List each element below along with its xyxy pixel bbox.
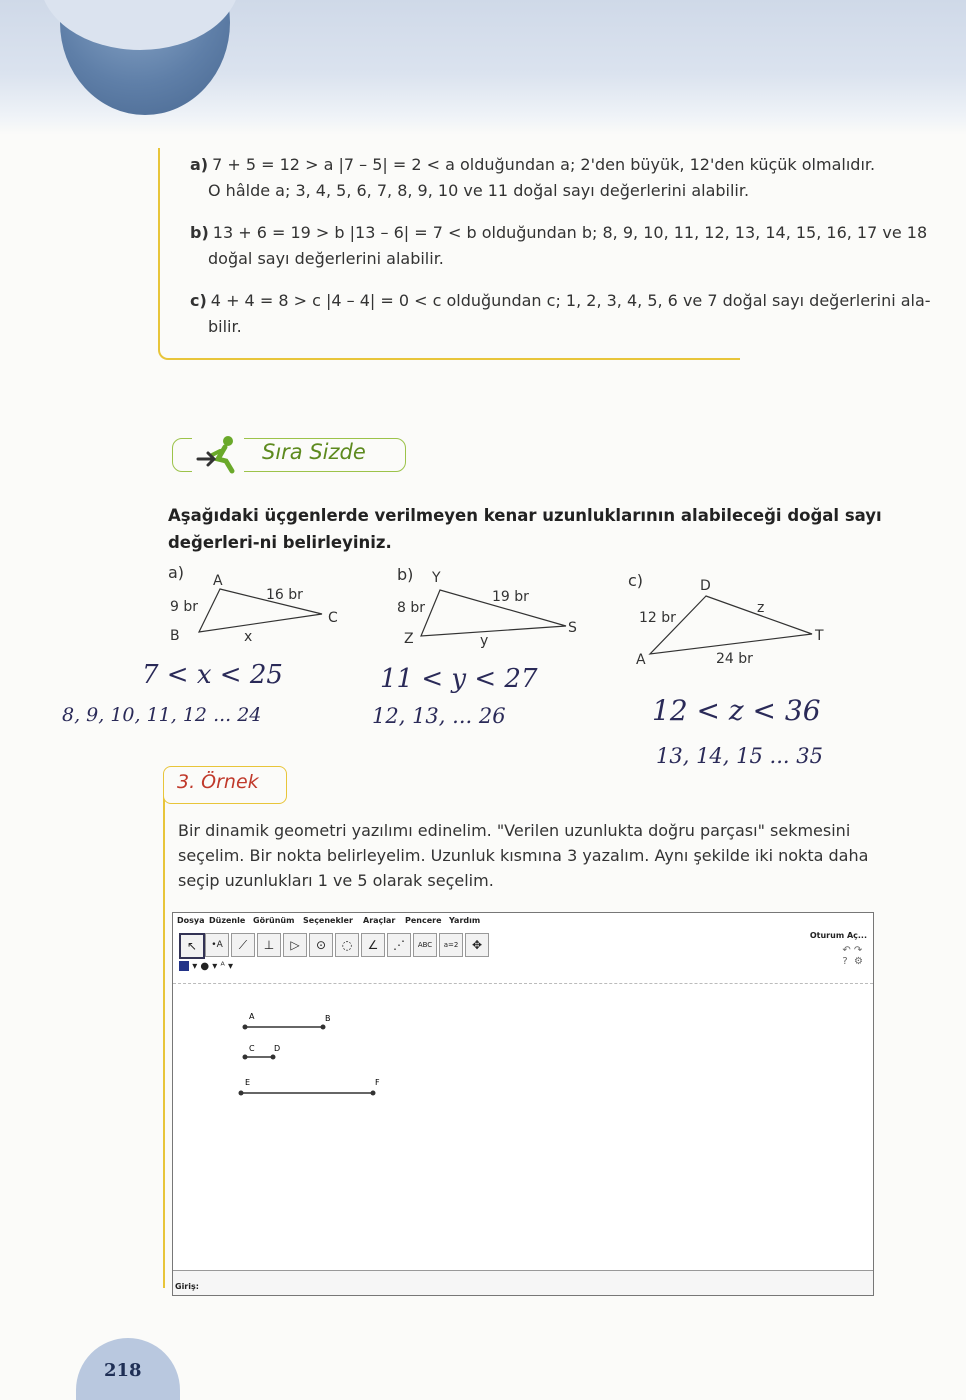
solution-a-line2: O hâlde a; 3, 4, 5, 6, 7, 8, 9, 10 ve 11 doğal sayı değerlerini alabilir. (208, 181, 750, 200)
menu-dosya[interactable]: Dosya (177, 916, 205, 925)
handwriting-b-values: 12, 13, ... 26 (372, 704, 506, 728)
point-a-label: A (249, 1012, 255, 1021)
conic-tool-button[interactable]: ◌ (335, 933, 359, 957)
point-c-label: C (249, 1044, 255, 1053)
angle-tool-button[interactable]: ∠ (361, 933, 385, 957)
point-tool-button[interactable]: •A (205, 933, 229, 957)
triangle-c-label: c) (628, 571, 644, 590)
triangle-b-vertex-z: Z (404, 631, 414, 647)
solution-a-label: a) (190, 155, 209, 174)
graphics-canvas[interactable] (173, 985, 873, 1265)
style-bar (179, 961, 233, 972)
login-link[interactable]: Oturum Aç... (809, 931, 867, 940)
menu-bar (173, 913, 873, 929)
point-e-label: E (245, 1078, 251, 1087)
solution-b-line2: doğal sayı değerlerini alabilir. (208, 249, 444, 268)
solution-b-label: b) (190, 223, 209, 242)
triangle-a (199, 589, 322, 632)
color-swatch-icon[interactable] (179, 961, 189, 971)
point-d[interactable] (271, 1055, 276, 1060)
solution-b-line1: 13 + 6 = 19 > b |13 – 6| = 7 < b olduğundan b; 8, 9, 10, 11, 12, 13, 14, 15, 16, 17 ve 18 (212, 223, 928, 242)
menu-duzenle[interactable]: Düzenle (209, 916, 246, 925)
menu-araclar[interactable]: Araçlar (363, 916, 396, 925)
handwriting-c-values: 13, 14, 15 ... 35 (656, 744, 823, 768)
point-a[interactable] (243, 1025, 248, 1030)
triangle-a-side2: 16 br (266, 587, 303, 603)
triangle-a-vertex-a: A (213, 573, 223, 589)
chevron-down-icon[interactable]: ▾ ● ▾ ᴬ ▾ (192, 961, 233, 972)
input-label: Giriş: (175, 1282, 199, 1291)
point-b-label: B (325, 1014, 331, 1023)
line-tool-button[interactable]: ⟋ (231, 933, 255, 957)
polygon-tool-button[interactable]: ▷ (283, 933, 307, 957)
undo-redo-controls[interactable]: ↶ ↷ ? ⚙ (842, 945, 863, 967)
circle-tool-button[interactable]: ⊙ (309, 933, 333, 957)
triangle-a-vertex-c: C (328, 610, 338, 626)
reflect-tool-button[interactable]: ⋰ (387, 933, 411, 957)
triangle-c-vertex-a: A (636, 652, 646, 668)
point-f[interactable] (371, 1091, 376, 1096)
sira-sizde-title: Sıra Sizde (262, 440, 366, 464)
triangle-c-side1: 12 br (639, 610, 676, 626)
point-c[interactable] (243, 1055, 248, 1060)
menu-pencere[interactable]: Pencere (405, 916, 442, 925)
handwriting-b-inequality: 11 < y < 27 (380, 664, 538, 694)
solution-a-line1: 7 + 5 = 12 > a |7 – 5| = 2 < a olduğundan a; 2'den büyük, 12'den küçük olmalıdır. (212, 155, 876, 174)
task-text: Aşağıdaki üçgenlerde verilmeyen kenar uzunluklarının alabileceği doğal sayı değerleri-ni belirleyiniz. (168, 506, 882, 552)
triangle-b-label: b) (397, 565, 414, 584)
triangle-c-unknown: z (757, 600, 765, 616)
page-number: 218 (104, 1360, 142, 1381)
handwriting-a-inequality: 7 < x < 25 (142, 660, 283, 690)
slider-tool-button[interactable]: a=2 (439, 933, 463, 957)
solution-c-line1: 4 + 4 = 8 > c |4 – 4| = 0 < c olduğundan c; 1, 2, 3, 4, 5, 6 ve 7 doğal sayı değerlerini ala- (210, 291, 931, 310)
geometry-app-window (172, 912, 874, 1296)
text-tool-button[interactable]: ABC (413, 933, 437, 957)
solution-c-label: c) (190, 291, 207, 310)
triangle-a-label: a) (168, 563, 185, 582)
triangle-b-side1: 8 br (397, 600, 425, 616)
menu-secenekler[interactable]: Seçenekler (303, 916, 353, 925)
ornek-title: 3. Örnek (177, 771, 259, 793)
triangle-b-vertex-s: S (568, 620, 577, 636)
point-d-label: D (274, 1044, 281, 1053)
point-f-label: F (375, 1078, 380, 1087)
move-tool-button[interactable]: ↖ (179, 933, 205, 959)
triangle-a-vertex-b: B (170, 628, 180, 644)
point-b[interactable] (321, 1025, 326, 1030)
triangle-b-unknown: y (480, 633, 489, 649)
triangle-c-vertex-d: D (700, 578, 711, 594)
triangle-c-side2: 24 br (716, 651, 753, 667)
move-view-tool-button[interactable]: ✥ (465, 933, 489, 957)
input-bar[interactable] (173, 1270, 873, 1295)
ornek-text: Bir dinamik geometri yazılımı edinelim. "Verilen uzunlukta doğru parçası" sekmesini seçelim. Bir nokta belirleyelim. Uzunluk kısmına 3 yazalım. Aynı şekilde iki nokta daha seçip uzunlukları 1 ve 5 olarak seçelim. (178, 821, 869, 890)
handwriting-c-inequality: 12 < z < 36 (652, 694, 821, 727)
triangle-a-unknown: x (244, 629, 253, 645)
triangle-b-vertex-y: Y (432, 570, 441, 586)
perpendicular-tool-button[interactable]: ⊥ (257, 933, 281, 957)
menu-yardim[interactable]: Yardım (449, 916, 481, 925)
triangle-b-side2: 19 br (492, 589, 529, 605)
triangle-c-vertex-t: T (815, 628, 824, 644)
triangle-a-side1: 9 br (170, 599, 198, 615)
menu-gorunum[interactable]: Görünüm (253, 916, 295, 925)
point-e[interactable] (239, 1091, 244, 1096)
solution-c-line2: bilir. (208, 317, 242, 336)
handwriting-a-values: 8, 9, 10, 11, 12 ... 24 (62, 704, 262, 726)
